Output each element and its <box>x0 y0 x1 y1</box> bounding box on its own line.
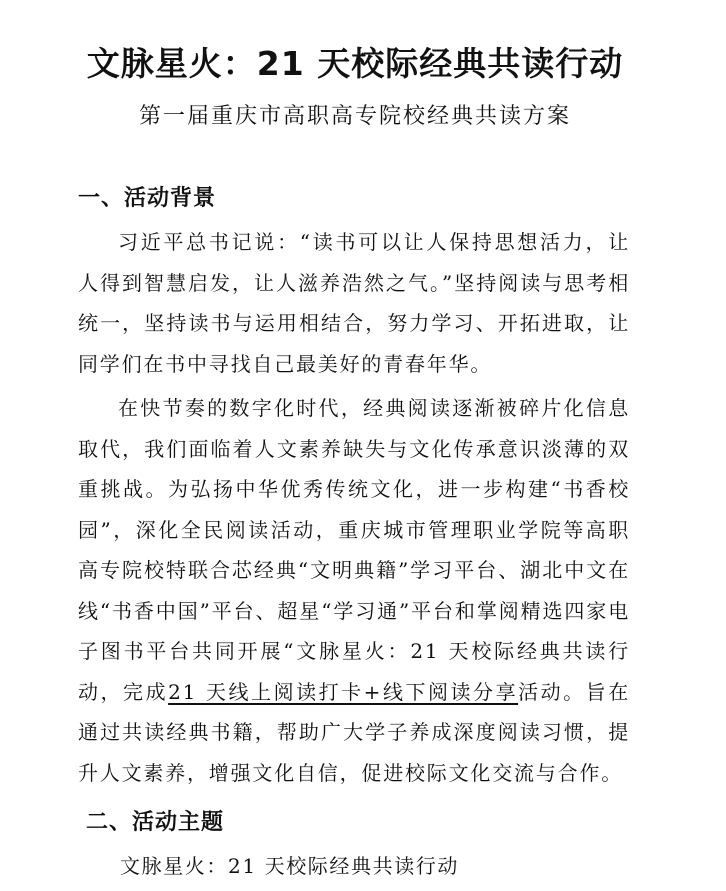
background-paragraph-2 <box>78 388 630 793</box>
background-paragraph-1-text: 习近平总书记说：“读书可以让人保持思想活力，让人得到智慧启发，让人滋养浩然之气。”坚持阅读与思考相统一，坚持读书与运用相结合，努力学习、开拓进取，让同学们在书中寻找自己最美好的青春年华。 <box>78 230 630 376</box>
document-subtitle: 第一届重庆市高职高专院校经典共读方案 <box>138 104 571 129</box>
section-heading-background: 一、活动背景 <box>78 186 217 211</box>
document-title: 文脉星火：21 天校际经典共读行动 <box>86 44 624 83</box>
background-paragraph-1 <box>78 222 630 384</box>
background-paragraph-2-text-before: 在快节奏的数字化时代，经典阅读逐渐被碎片化信息取代，我们面临着人文素养缺失与文化传承意识淡薄的双重挑战。为弘扬中华优秀传统文化，进一步构建“书香校园”，深化全民阅读活动，重庆城市管理职业学院等高职高专院校特联合芯经典“文明典籍”学习平台、湖北中文在线“书香中国”平台、超星“学习通”平台和掌阅精选四家电子图书平台共同开展“文脉星火：21 天校际经典共读行动，完成 <box>78 396 630 704</box>
background-paragraph-2-underlined-text: 21 天线上阅读打卡+线下阅读分享 <box>168 679 519 704</box>
section-heading-theme: 二、活动主题 <box>86 810 225 835</box>
theme-line: 文脉星火：21 天校际经典共读行动 <box>120 854 460 878</box>
background-paragraph-2-text-after: 活动。旨在通过共读经典书籍，帮助广大学子养成深度阅读习惯，提升人文素养，增强文化自信，促进校际文化交流与合作。 <box>78 679 631 785</box>
